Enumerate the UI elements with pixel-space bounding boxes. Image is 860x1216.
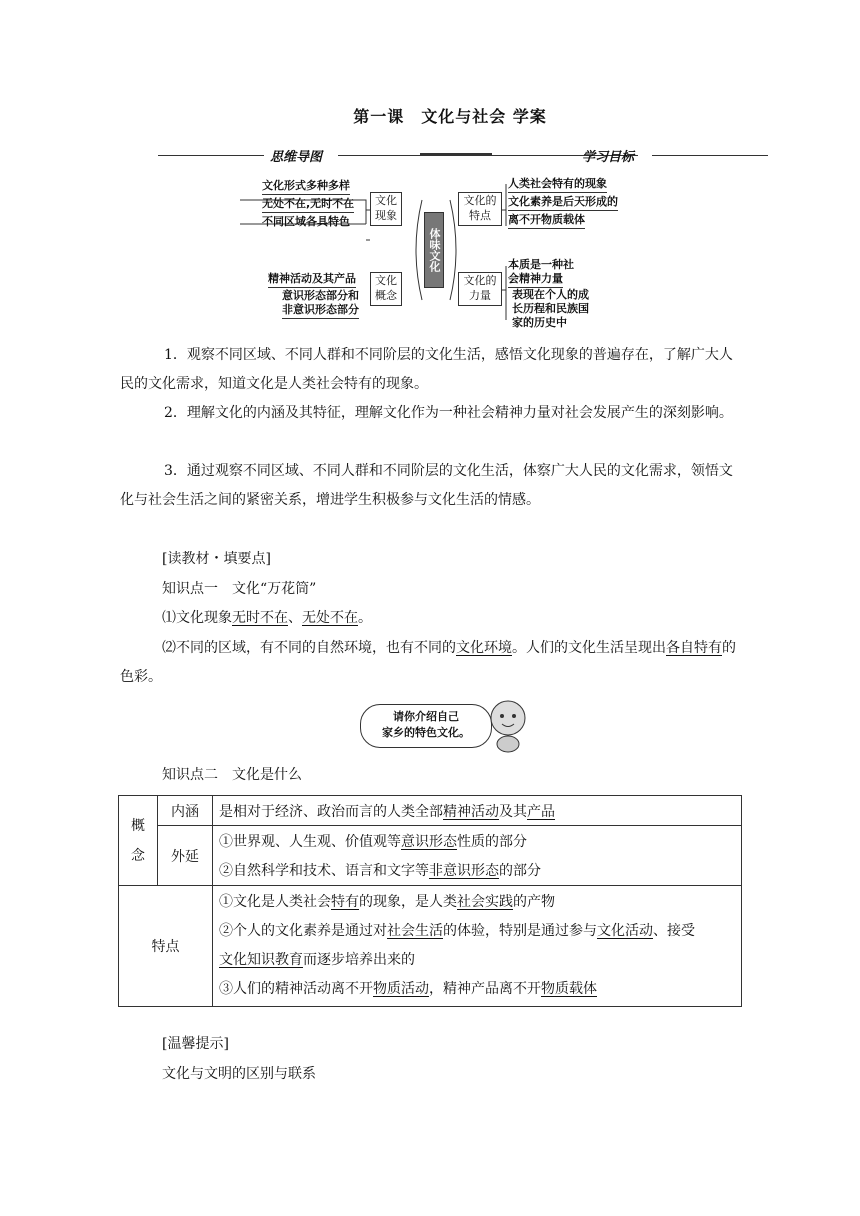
kp1-item-1: ⑴文化现象无时不在、无处不在。	[162, 610, 372, 626]
mindmap-leaf: 离不开物质载体	[508, 212, 585, 229]
speech-bubble: 请你介绍自己 家乡的特色文化。	[360, 704, 492, 748]
features-label: 特点	[119, 886, 213, 1007]
mindmap-center: 体味文化	[424, 212, 444, 288]
banner-goals-label: 学习目标	[582, 150, 635, 165]
mindmap-leaf: 不同区域各具特色	[262, 215, 350, 228]
section-banner	[158, 146, 768, 166]
mindmap-leaf: 精神活动及其产品	[268, 271, 356, 288]
tip-heading: [温馨提示]	[162, 1036, 229, 1052]
neihan-label: 内涵	[158, 796, 213, 826]
mindmap-node-features: 文化的特点	[458, 192, 502, 226]
concept-label: 概念	[119, 796, 158, 886]
mindmap-leaf: 文化素养是后天形成的	[508, 194, 618, 211]
mascot-icon	[486, 696, 530, 754]
mindmap-leaf: 无处不在,无时不在	[262, 196, 354, 213]
knowledge-point-1: 知识点一 文化“万花筒”	[162, 581, 317, 597]
goal-3: 3．通过观察不同区域、不同人群和不同阶层的文化生活，体察广大人民的文化需求，领悟文化与社会生活之间的紧密关系，增进学生积极参与文化生活的情感。	[120, 463, 733, 508]
neihan-content: 是相对于经济、政治而言的人类全部精神活动及其产品	[213, 796, 742, 826]
mindmap-leaf: 长历程和民族国	[512, 302, 589, 315]
section-heading: [读教材・填要点]	[162, 551, 271, 567]
page-title: 第一课 文化与社会 学案	[353, 107, 547, 126]
mindmap-leaf: 本质是一种社	[508, 258, 574, 271]
mindmap-node-power: 文化的力量	[458, 272, 502, 306]
mindmap-leaf: 家的历史中	[512, 316, 567, 329]
waiyan-label: 外延	[158, 826, 213, 886]
mindmap-leaf: 文化形式多种多样	[262, 178, 350, 195]
goal-2: 2．理解文化的内涵及其特征，理解文化作为一种社会精神力量对社会发展产生的深刻影响。	[164, 405, 733, 421]
mindmap-leaf: 意识形态部分和	[282, 289, 359, 302]
concept-table	[118, 795, 742, 1007]
waiyan-item-1: ①世界观、人生观、价值观等意识形态性质的部分	[213, 826, 742, 856]
mindmap-leaf: 表现在个人的成	[512, 288, 589, 301]
mindmap-node-concept: 文化概念	[370, 272, 402, 306]
kp1-item-2: ⑵不同的区域，有不同的自然环境，也有不同的文化环境。人们的文化生活呈现出各自特有的色彩。	[120, 640, 736, 685]
mindmap-leaf: 人类社会特有的现象	[508, 176, 607, 193]
features-content: ①文化是人类社会特有的现象，是人类社会实践的产物 ②个人的文化素养是通过对社会生活的体验，特别是通过参与文化活动、接受 文化知识教育而逐步培养出来的 ③人们的精神活动离不开物质活动，精神产品离不开物质载体	[213, 886, 742, 1007]
knowledge-point-2: 知识点二 文化是什么	[162, 767, 302, 783]
mindmap-leaf: 会精神力量	[508, 271, 563, 288]
goal-1: 1．观察不同区域、不同人群和不同阶层的文化生活，感悟文化现象的普遍存在，了解广大人民的文化需求，知道文化是人类社会特有的现象。	[120, 347, 733, 392]
tip-text: 文化与文明的区别与联系	[162, 1066, 316, 1082]
mindmap-node-phenomenon: 文化现象	[370, 192, 402, 226]
mindmap-leaf: 非意识形态部分	[282, 302, 359, 319]
banner-mindmap-label: 思维导图	[270, 150, 323, 165]
waiyan-item-2: ②自然科学和技术、语言和文字等非意识形态的部分	[213, 856, 742, 886]
